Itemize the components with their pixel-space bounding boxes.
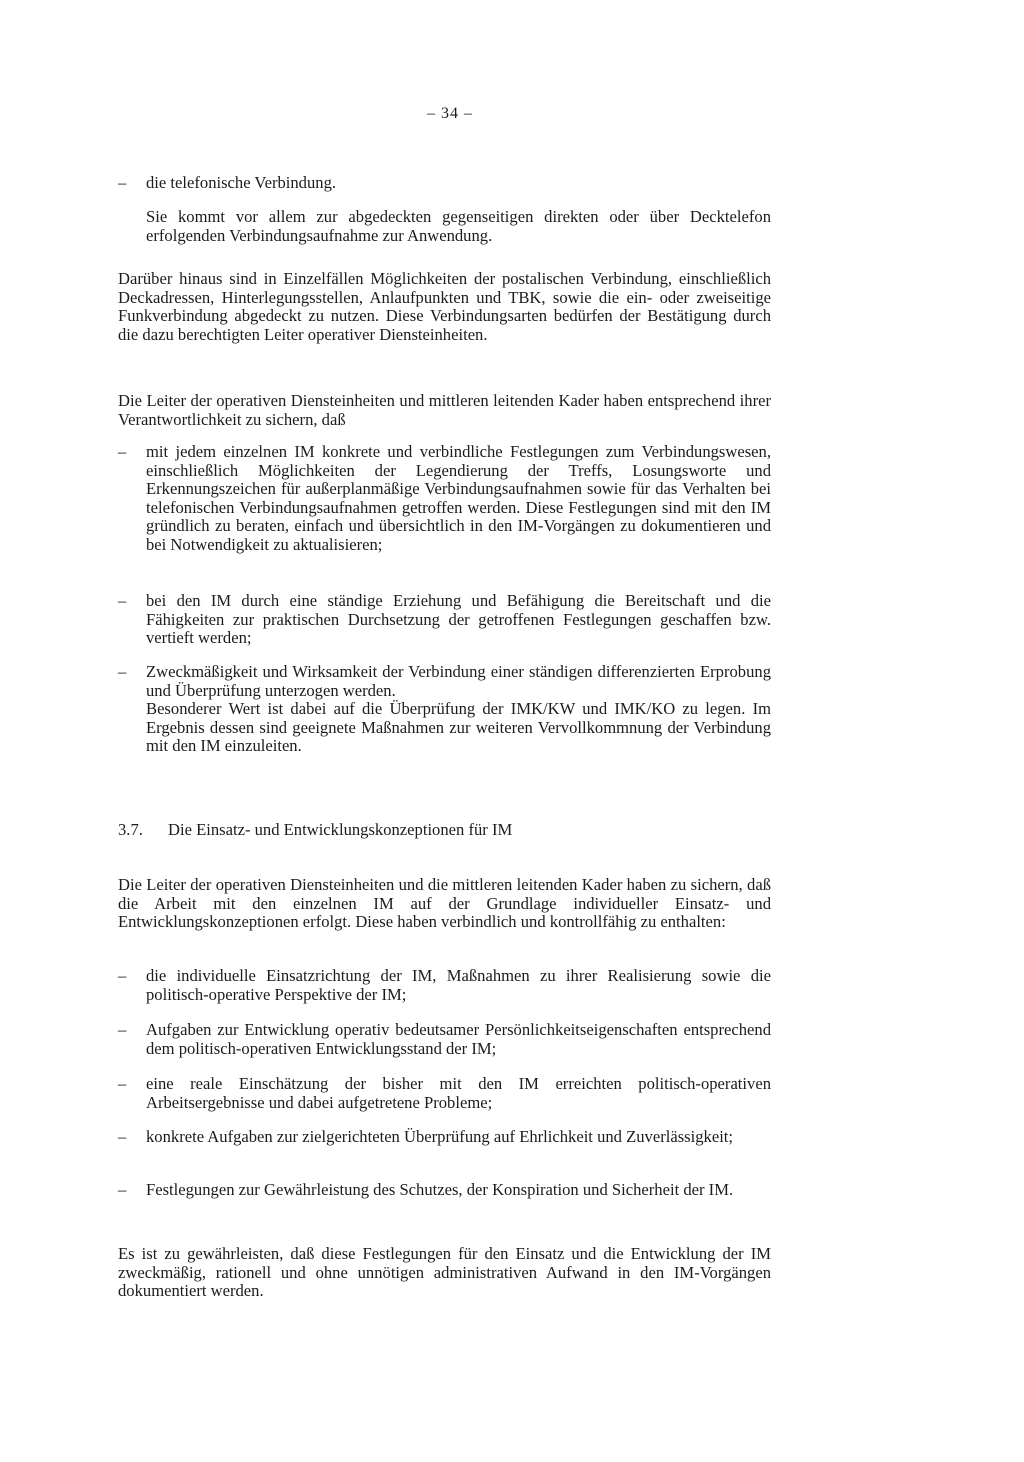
list-item-text: die individuelle Einsatzrichtung der IM, Maßnahmen zu ihrer Realisierung sowie die politisch-operative Perspektive der IM; [146, 966, 771, 1004]
list-item-text: Aufgaben zur Entwicklung operativ bedeutsamer Persönlichkeitseigenschaften entsprechend dem politisch-operativen Entwicklungsstand der IM; [146, 1020, 771, 1058]
list-dash: – [118, 1180, 127, 1199]
list-dash: – [118, 1020, 127, 1039]
list-dash: – [118, 173, 127, 192]
section-number: 3.7. [118, 820, 143, 839]
list-dash: – [118, 1074, 127, 1093]
list-item-text: bei den IM durch eine ständige Erziehung und Befähigung die Bereitschaft und die Fähigkeiten zur praktischen Durchsetzung der getroffenen Festlegungen geschaffen bzw. vertieft werden; [146, 591, 771, 647]
list-dash: – [118, 591, 127, 610]
list-item-text: Festlegungen zur Gewährleistung des Schutzes, der Konspiration und Sicherheit der IM. [146, 1180, 734, 1199]
list-dash: – [118, 662, 127, 681]
list-dash: – [118, 1127, 127, 1146]
list-item-text: die telefonische Verbindung. [146, 173, 337, 192]
paragraph-postal: Darüber hinaus sind in Einzelfällen Möglichkeiten der postalischen Verbindung, einschließlich Deckadressen, Hinterlegungsstellen, Anlaufpunkten und TBK, sowie die ein- oder zweiseitige Funkverbindung abgedeckt zu nutzen. Diese Verbindungsarten bedürfen der Bestätigung durch die dazu berechtigten Leiter operativer Diensteinheiten. [118, 269, 771, 344]
section-heading [118, 821, 771, 840]
paragraph-concepts: Die Leiter der operativen Diensteinheiten und die mittleren leitenden Kader haben zu sichern, daß die Arbeit mit den einzelnen IM auf der Grundlage individueller Einsatz- und Entwicklungskonzeptionen erfolgt. Diese haben verbindlich und kontrollfähig zu enthalten: [118, 875, 771, 931]
list-item [118, 663, 771, 756]
list-item-text-continued: Besonderer Wert ist dabei auf die Überprüfung der IMK/KW und IMK/KO zu legen. Im Ergebnis dessen sind geeignete Maßnahmen zur weiteren Vervollkommnung der Verbindung mit den IM einzuleiten. [146, 699, 771, 755]
telephone-note: Sie kommt vor allem zur abgedeckten gegenseitigen direkten oder über Decktelefon erfolgenden Verbindungsaufnahme zur Anwendung. [146, 207, 771, 245]
list-item-text: konkrete Aufgaben zur zielgerichteten Überprüfung auf Ehrlichkeit und Zuverlässigkeit; [146, 1127, 734, 1146]
list-dash: – [118, 442, 127, 461]
page-number: – 34 – [427, 105, 473, 122]
list-item [118, 1181, 771, 1200]
list-dash: – [118, 966, 127, 985]
list-item [118, 592, 771, 648]
list-item-text: mit jedem einzelnen IM konkrete und verbindliche Festlegungen zum Verbindungswesen, einschließlich Möglichkeiten der Legendierung der Treffs, Losungsworte und Erkennungszeichen für außerplanmäßige Verbindungsaufnahmen sowie für das Verhalten bei telefonischen Verbindungsaufnahmen getroffen werden. Diese Festlegungen sind mit den IM gründlich zu beraten, einfach und übersichtlich in den IM-Vorgängen zu dokumentieren und bei Notwendigkeit zu aktualisieren; [146, 442, 771, 554]
list-item [118, 967, 771, 1004]
list-item-text: Zweckmäßigkeit und Wirksamkeit der Verbindung einer ständigen differenzierten Erprobung und Überprüfung unterzogen werden. [146, 662, 771, 700]
section-title: Die Einsatz- und Entwicklungskonzeptionen für IM [168, 820, 513, 839]
list-item-telephone [118, 174, 771, 193]
paragraph-final: Es ist zu gewährleisten, daß diese Festlegungen für den Einsatz und die Entwicklung der IM zweckmäßig, rationell und ohne unnötigen administrativen Aufwand in den IM-Vorgängen dokumentiert werden. [118, 1244, 771, 1300]
list-item [118, 1128, 771, 1147]
list-item [118, 1075, 771, 1112]
list-item [118, 1021, 771, 1058]
list-item-text: eine reale Einschätzung der bisher mit den IM erreichten politisch-operativen Arbeitsergebnisse und dabei aufgetretene Probleme; [146, 1074, 771, 1112]
list-item [118, 443, 771, 554]
paragraph-leaders: Die Leiter der operativen Diensteinheiten und mittleren leitenden Kader haben entsprechend ihrer Verantwortlichkeit zu sichern, daß [118, 391, 771, 429]
